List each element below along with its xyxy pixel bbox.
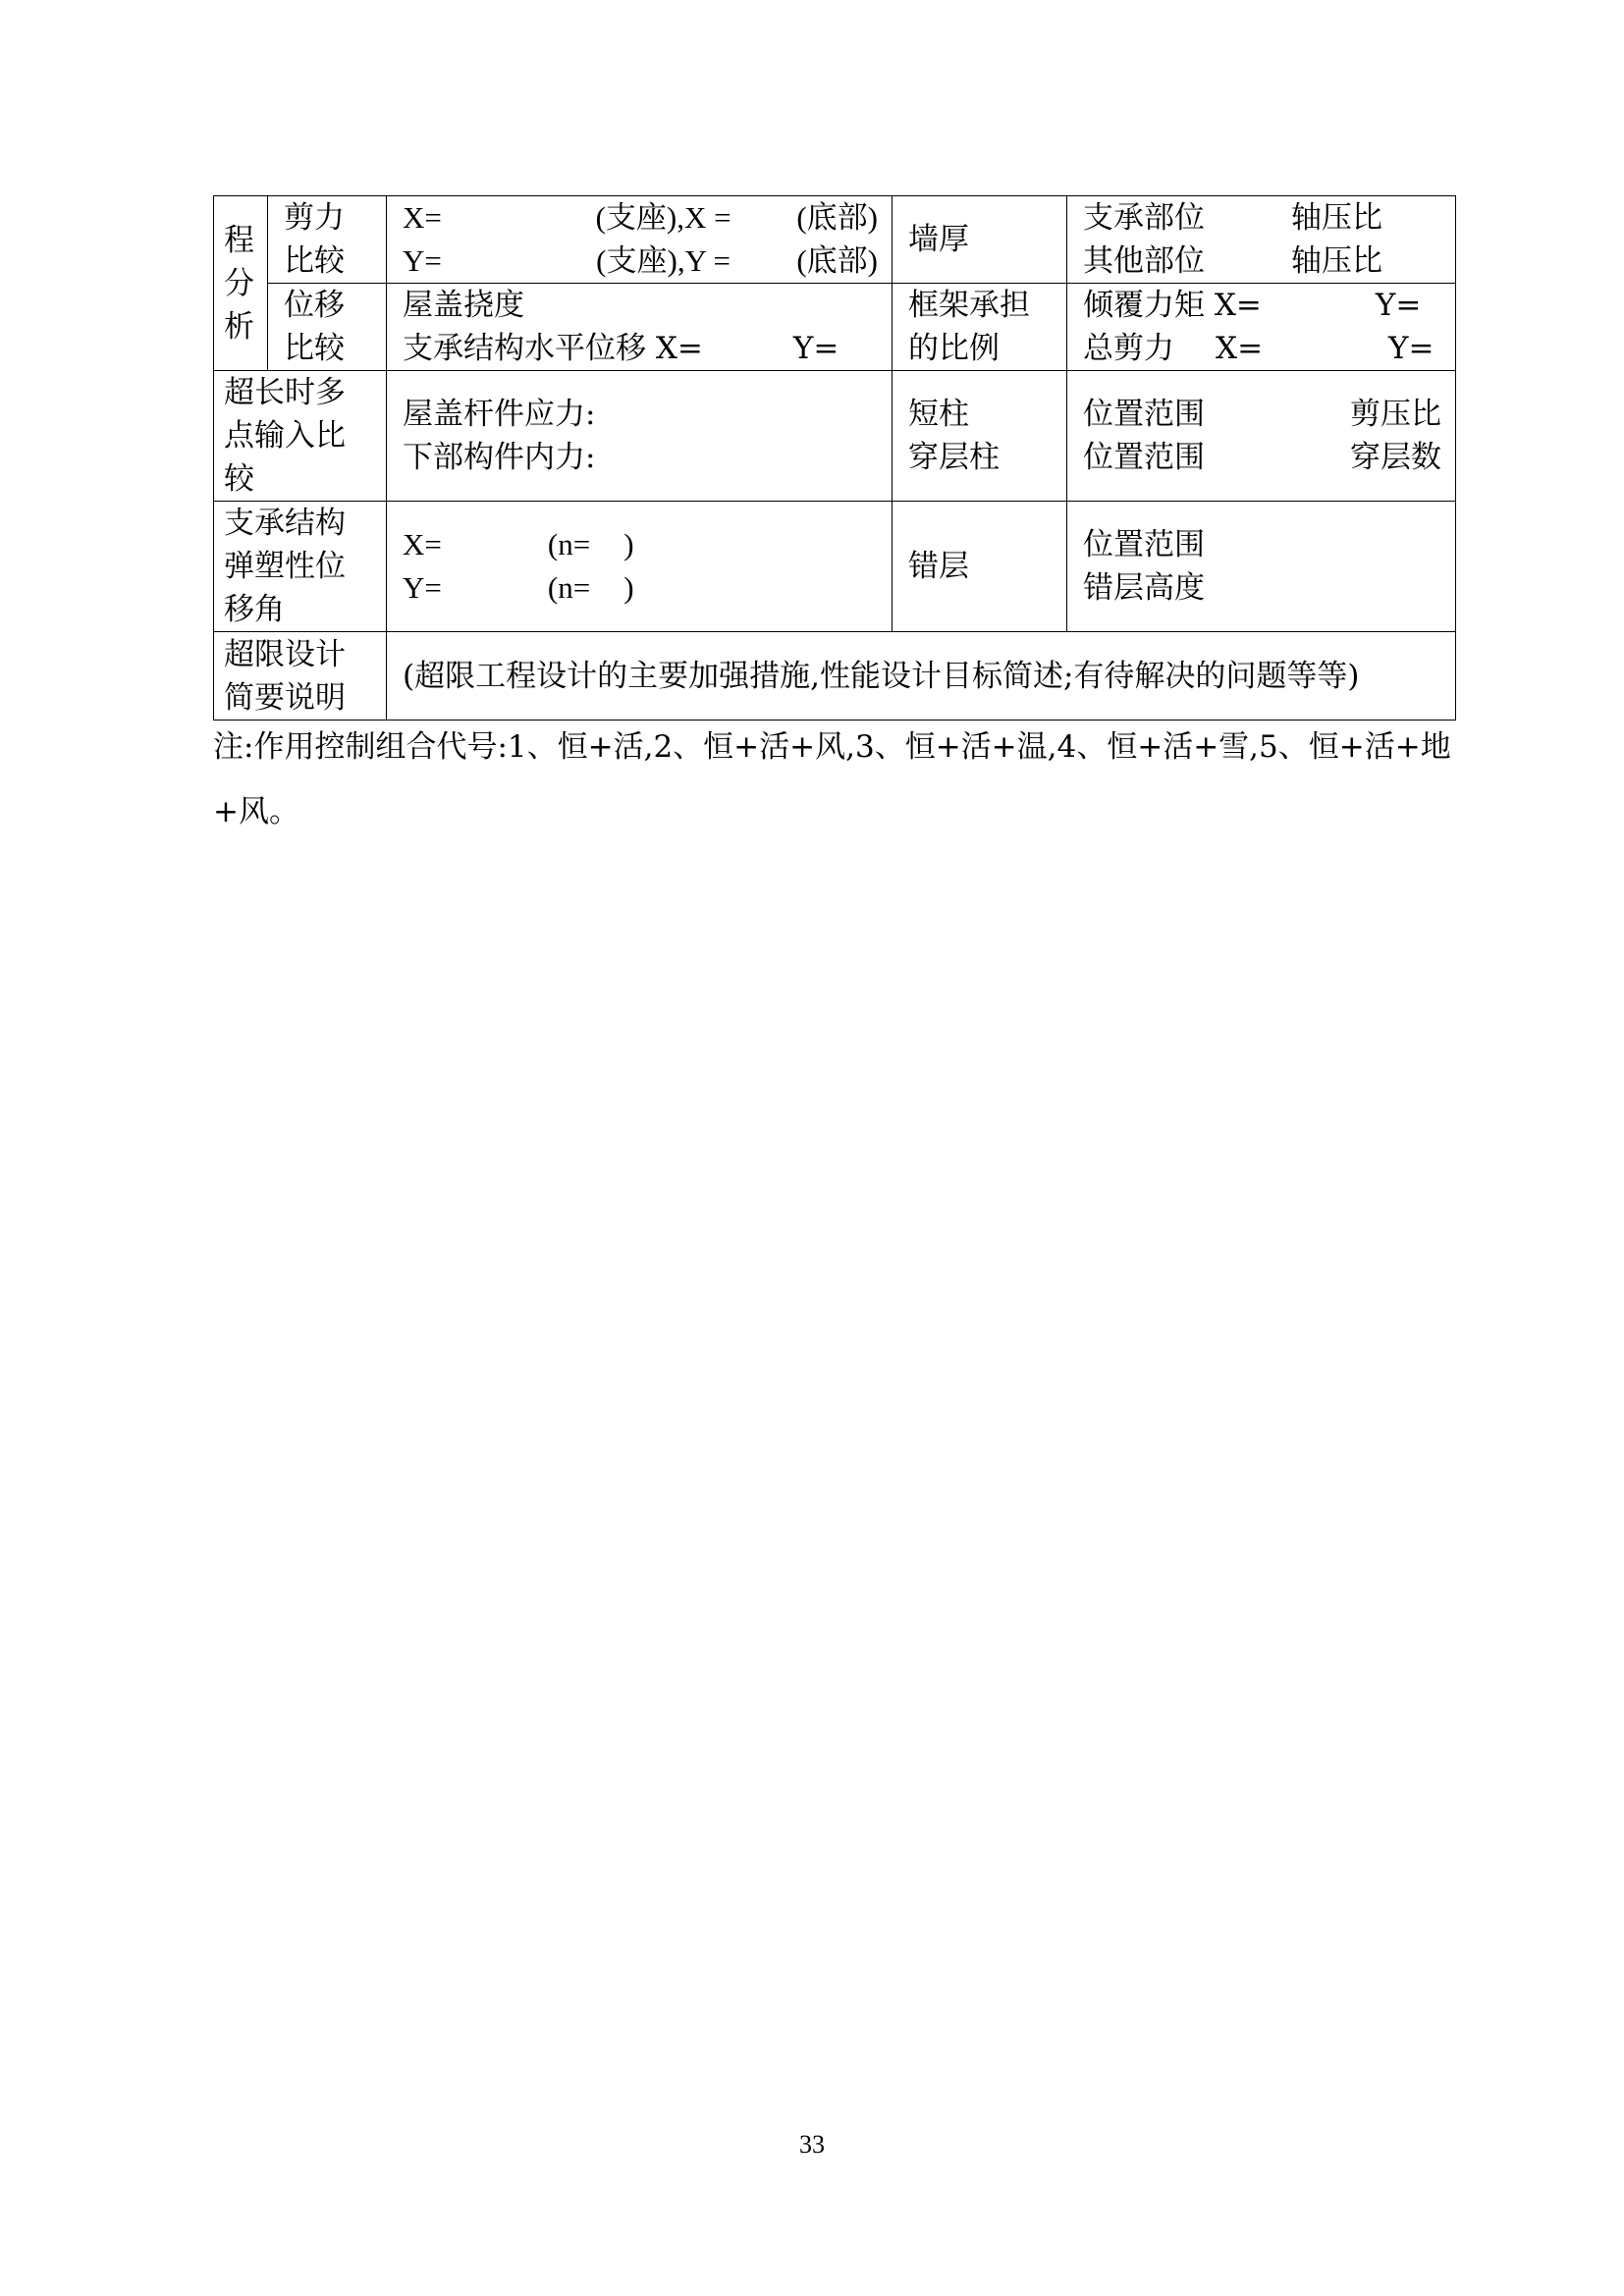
shear-compression-line: 位置范围 剪压比 (1083, 397, 1441, 432)
table-row (214, 196, 1456, 284)
multipoint-values (387, 371, 893, 502)
shear-compare-label: 剪力比较 (284, 200, 345, 279)
total-shear-line: 总剪力 X= Y= (1083, 331, 1435, 366)
staggered-floor-label-cell (893, 502, 1067, 632)
shear-x-line: X= (支座),X = (底部) (403, 200, 878, 235)
drift-x-line: X= (n= ) (403, 527, 634, 561)
multipoint-label-cell (214, 371, 387, 502)
column-range-values (1067, 371, 1456, 502)
support-axial-line: 支承部位 轴压比 (1083, 200, 1382, 236)
roof-deflection-line: 屋盖挠度 (403, 288, 524, 323)
overturning-moment-line: 倾覆力矩 X= Y= (1083, 288, 1422, 323)
review-table (213, 195, 1456, 721)
frame-ratio-values (1067, 284, 1456, 371)
wall-thickness-label: 墙厚 (908, 222, 969, 257)
page-number: 33 (799, 2130, 825, 2159)
table-row (214, 284, 1456, 371)
wall-thickness-label-cell (893, 196, 1067, 284)
multipoint-label: 超长时多点输入比较 (224, 375, 346, 497)
frame-ratio-label: 框架承担的比例 (908, 288, 1030, 366)
short-column-label: 短柱 (908, 397, 969, 432)
footnote: 注:作用控制组合代号:1、恒+活,2、恒+活+风,3、恒+活+温,4、恒+活+雪,5、恒+活+地+风。 (213, 729, 1451, 829)
shear-compare-values (387, 196, 893, 284)
shear-compare-label-cell (268, 196, 387, 284)
story-count-line: 位置范围 穿层数 (1083, 440, 1441, 475)
short-column-label-cell (893, 371, 1067, 502)
stagger-height-line: 错层高度 (1083, 570, 1205, 606)
summary-text: (超限工程设计的主要加强措施,性能设计目标简述;有待解决的问题等等) (403, 658, 1360, 694)
frame-ratio-label-cell (893, 284, 1067, 371)
support-horizontal-disp-line: 支承结构水平位移 X= Y= (403, 331, 839, 366)
drift-label: 支承结构弹塑性位移角 (224, 506, 346, 627)
staggered-floor-values (1067, 502, 1456, 632)
displacement-label: 位移比较 (284, 288, 345, 366)
through-story-column-label: 穿层柱 (908, 440, 1000, 475)
drift-label-cell (214, 502, 387, 632)
table-row (214, 632, 1456, 721)
engineering-analysis-label-cell (214, 196, 268, 371)
summary-label-cell (214, 632, 387, 721)
displacement-label-cell (268, 284, 387, 371)
staggered-floor-label: 错层 (908, 549, 969, 584)
displacement-values (387, 284, 893, 371)
summary-text-cell (387, 632, 1456, 721)
other-axial-line: 其他部位 轴压比 (1083, 243, 1382, 279)
drift-y-line: Y= (n= ) (403, 570, 634, 605)
shear-y-line: Y= (支座),Y = (底部) (403, 243, 878, 278)
stagger-range-line: 位置范围 (1083, 527, 1205, 562)
lower-member-force-line: 下部构件内力: (403, 440, 596, 475)
engineering-analysis-label: 程分析 (224, 222, 254, 345)
wall-thickness-values (1067, 196, 1456, 284)
table-row (214, 371, 1456, 502)
roof-member-stress-line: 屋盖杆件应力: (403, 397, 596, 432)
table-row (214, 502, 1456, 632)
summary-label: 超限设计简要说明 (224, 636, 346, 716)
drift-values (387, 502, 893, 632)
